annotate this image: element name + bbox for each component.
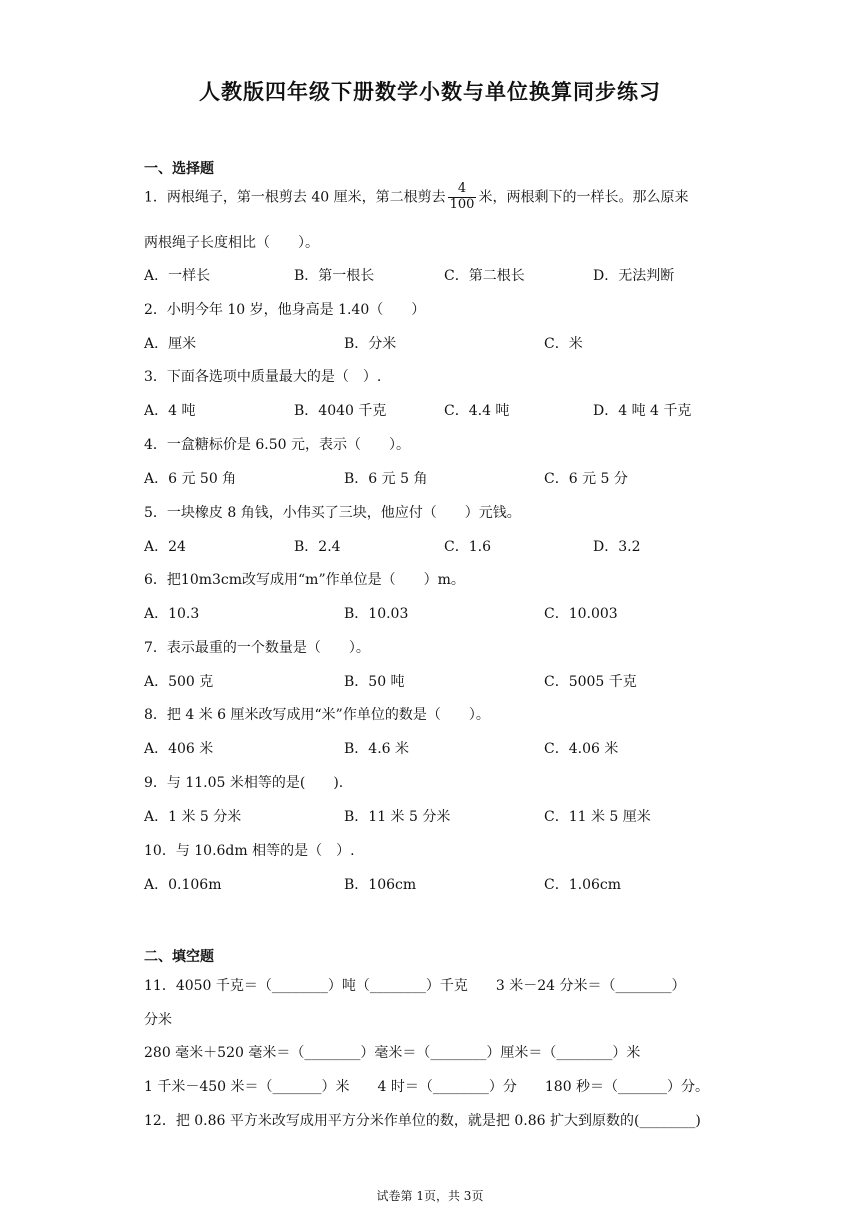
option-c[interactable]: C．6 元 5 分 (544, 471, 628, 487)
question-4: 4．一盒糖标价是 6.50 元，表示（ ）。 (144, 437, 410, 453)
option-c[interactable]: C．5005 千克 (544, 674, 637, 690)
question-12: 12．把 0.86 平方米改写成用平方分米作单位的数，就是把 0.86 扩大到原数的(________) (144, 1113, 701, 1129)
option-a[interactable]: A．1 米 5 分米 (144, 809, 242, 825)
question-3: 3．下面各选项中质量最大的是（ ）. (144, 369, 382, 385)
option-b[interactable]: B．11 米 5 分米 (344, 809, 451, 825)
question-1-text-before: 1．两根绳子，第一根剪去 40 厘米，第二根剪去 (144, 189, 446, 206)
option-a[interactable]: A．一样长 (144, 268, 211, 284)
question-3-options (144, 400, 820, 420)
question-9-options (144, 806, 820, 826)
fraction-numerator: 4 (448, 182, 477, 198)
option-a[interactable]: A．0.106m (144, 877, 222, 893)
question-1-options (144, 265, 820, 285)
option-c[interactable]: C．10.003 (544, 606, 618, 622)
question-9: 9．与 11.05 米相等的是( ). (144, 775, 344, 791)
option-b[interactable]: B．4040 千克 (294, 403, 387, 419)
option-b[interactable]: B．第一根长 (294, 268, 375, 284)
option-d[interactable]: D．无法判断 (593, 268, 675, 284)
question-5: 5．一块橡皮 8 角钱，小伟买了三块，他应付（ ）元钱。 (144, 505, 521, 521)
option-a[interactable]: A．厘米 (144, 336, 197, 352)
question-6-options (144, 603, 820, 623)
question-10-options (144, 874, 820, 894)
question-11-line-4: 1 千米－450 米＝（_______）米 4 时＝（________）分 180 秒＝（_______）分。 (144, 1079, 710, 1095)
question-7: 7．表示最重的一个数量是（ ）。 (144, 640, 370, 656)
fraction (448, 182, 477, 213)
option-a[interactable]: A．24 (144, 539, 186, 555)
option-b[interactable]: B．10.03 (344, 606, 409, 622)
option-c[interactable]: C．4.4 吨 (444, 403, 510, 419)
question-2-options (144, 333, 820, 353)
fraction-denominator: 100 (449, 196, 475, 212)
option-a[interactable]: A．500 克 (144, 674, 214, 690)
option-a[interactable]: A．10.3 (144, 606, 200, 622)
question-1-line-2: 两根绳子长度相比（ ）。 (144, 235, 319, 251)
option-b[interactable]: B．50 吨 (344, 674, 405, 690)
option-c[interactable]: C．1.06cm (544, 877, 621, 893)
option-a[interactable]: A．406 米 (144, 741, 214, 757)
option-c[interactable]: C．1.6 (444, 539, 491, 555)
option-b[interactable]: B．分米 (344, 336, 397, 352)
question-11-line-2: 分米 (144, 1012, 172, 1028)
question-5-options (144, 536, 820, 556)
option-a[interactable]: A．6 元 50 角 (144, 471, 237, 487)
option-d[interactable]: D．4 吨 4 千克 (593, 403, 692, 419)
page-footer: 试卷第 1页，共 3页 (376, 1189, 484, 1203)
question-1 (144, 182, 688, 213)
question-8-options (144, 738, 820, 758)
section-heading-fill: 二、填空题 (144, 949, 214, 965)
option-d[interactable]: D．3.2 (593, 539, 641, 555)
option-c[interactable]: C．第二根长 (444, 268, 525, 284)
option-c[interactable]: C．4.06 米 (544, 741, 619, 757)
question-8: 8．把 4 米 6 厘米改写成用“米”作单位的数是（ ）。 (144, 707, 490, 723)
page-title: 人教版四年级下册数学小数与单位换算同步练习 (199, 80, 661, 104)
question-11-line-1: 11．4050 千克＝（________）吨（________）千克 3 米－24 分米＝（________） (144, 978, 686, 994)
option-b[interactable]: B．6 元 5 角 (344, 471, 428, 487)
question-2: 2．小明今年 10 岁，他身高是 1.40（ ） (144, 302, 426, 318)
option-b[interactable]: B．2.4 (294, 539, 341, 555)
question-10: 10．与 10.6dm 相等的是（ ）. (144, 843, 355, 859)
question-11-line-3: 280 毫米＋520 毫米＝（________）毫米＝（________）厘米＝（________）米 (144, 1045, 641, 1061)
option-c[interactable]: C．11 米 5 厘米 (544, 809, 651, 825)
question-1-text-after: 米，两根剩下的一样长。那么原来 (478, 189, 689, 206)
section-heading-choice: 一、选择题 (144, 161, 214, 177)
option-c[interactable]: C．米 (544, 336, 583, 352)
option-b[interactable]: B．106cm (344, 877, 417, 893)
question-6: 6．把10m3cm改写成用“m”作单位是（ ）m。 (144, 572, 465, 588)
question-4-options (144, 468, 820, 488)
question-7-options (144, 671, 820, 691)
option-b[interactable]: B．4.6 米 (344, 741, 410, 757)
option-a[interactable]: A．4 吨 (144, 403, 196, 419)
